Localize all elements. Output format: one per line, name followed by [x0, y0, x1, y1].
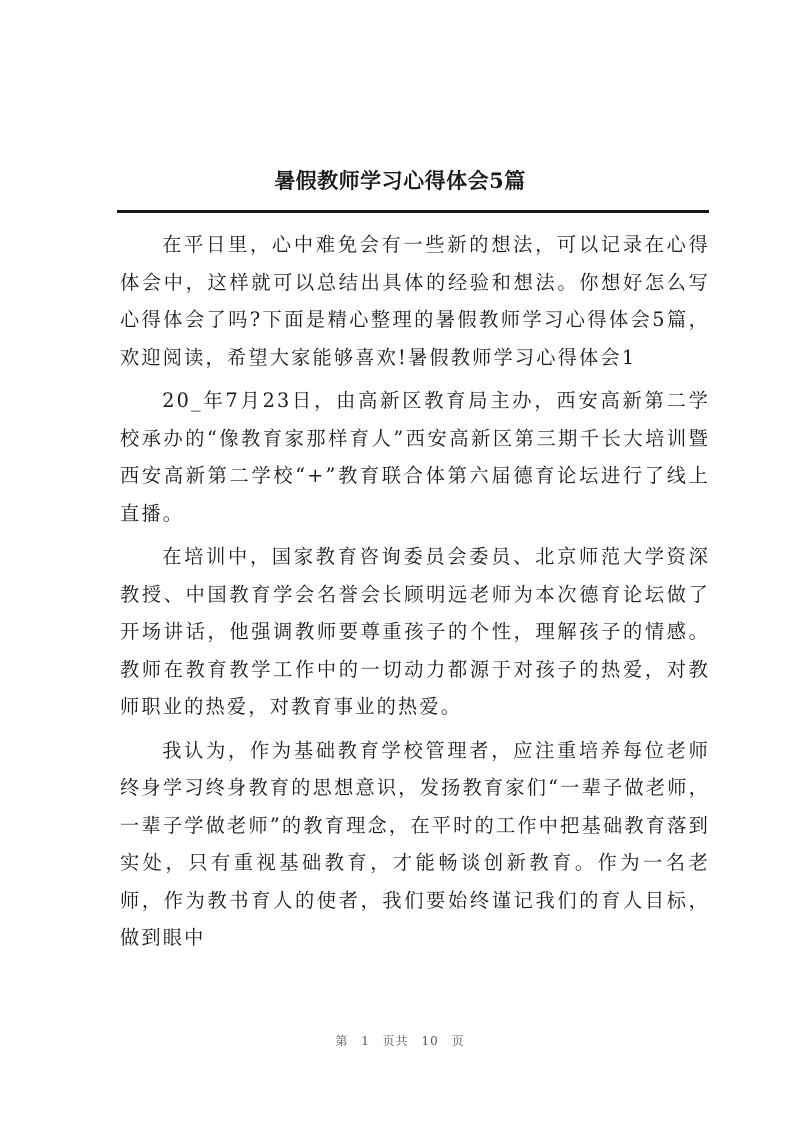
document-body [120, 226, 710, 963]
footer-middle: 页共 [382, 1034, 409, 1048]
page-footer [0, 1032, 800, 1049]
paragraph: 我认为，作为基础教育学校管理者，应注重培养每位老师终身学习终身教育的思想意识，发扬教育家们“一辈子做老师，一辈子学做老师”的教育理念，在平时的工作中把基础教育落到实处，只有重视基础教育，才能畅谈创新教育。作为一名老师，作为教书育人的使者，我们要始终谨记我们的育人目标，做到眼中 [120, 738, 710, 949]
document-title: 暑假教师学习心得体会5篇 [274, 168, 526, 193]
footer-page-number: 1 [361, 1034, 370, 1048]
paragraph: 20_年7月23日，由高新区教育局主办，西安高新第二学校承办的“像教育家那样育人”西安高新区第三期千长大培训暨西安高新第二学校“+”教育联合体第六届德育论坛进行了线上直播。 [120, 389, 710, 525]
footer-prefix: 第 [335, 1034, 349, 1048]
footer-total-pages: 10 [421, 1034, 439, 1048]
footer-suffix: 页 [451, 1034, 465, 1048]
paragraph: 在平日里，心中难免会有一些新的想法，可以记录在心得体会中，这样就可以总结出具体的经验和想法。你想好怎么写心得体会了吗?下面是精心整理的暑假教师学习心得体会5篇，欢迎阅读，希望大家能够喜欢!暑假教师学习心得体会1 [120, 233, 710, 369]
paragraph: 在培训中，国家教育咨询委员会委员、北京师范大学资深教授、中国教育学会名誉会长顾明远老师为本次德育论坛做了开场讲话，他强调教师要尊重孩子的个性，理解孩子的情感。教师在教育教学工作中的一切动力都源于对孩子的热爱，对教师职业的热爱，对教育事业的热爱。 [120, 545, 710, 718]
title-underline [117, 210, 709, 213]
